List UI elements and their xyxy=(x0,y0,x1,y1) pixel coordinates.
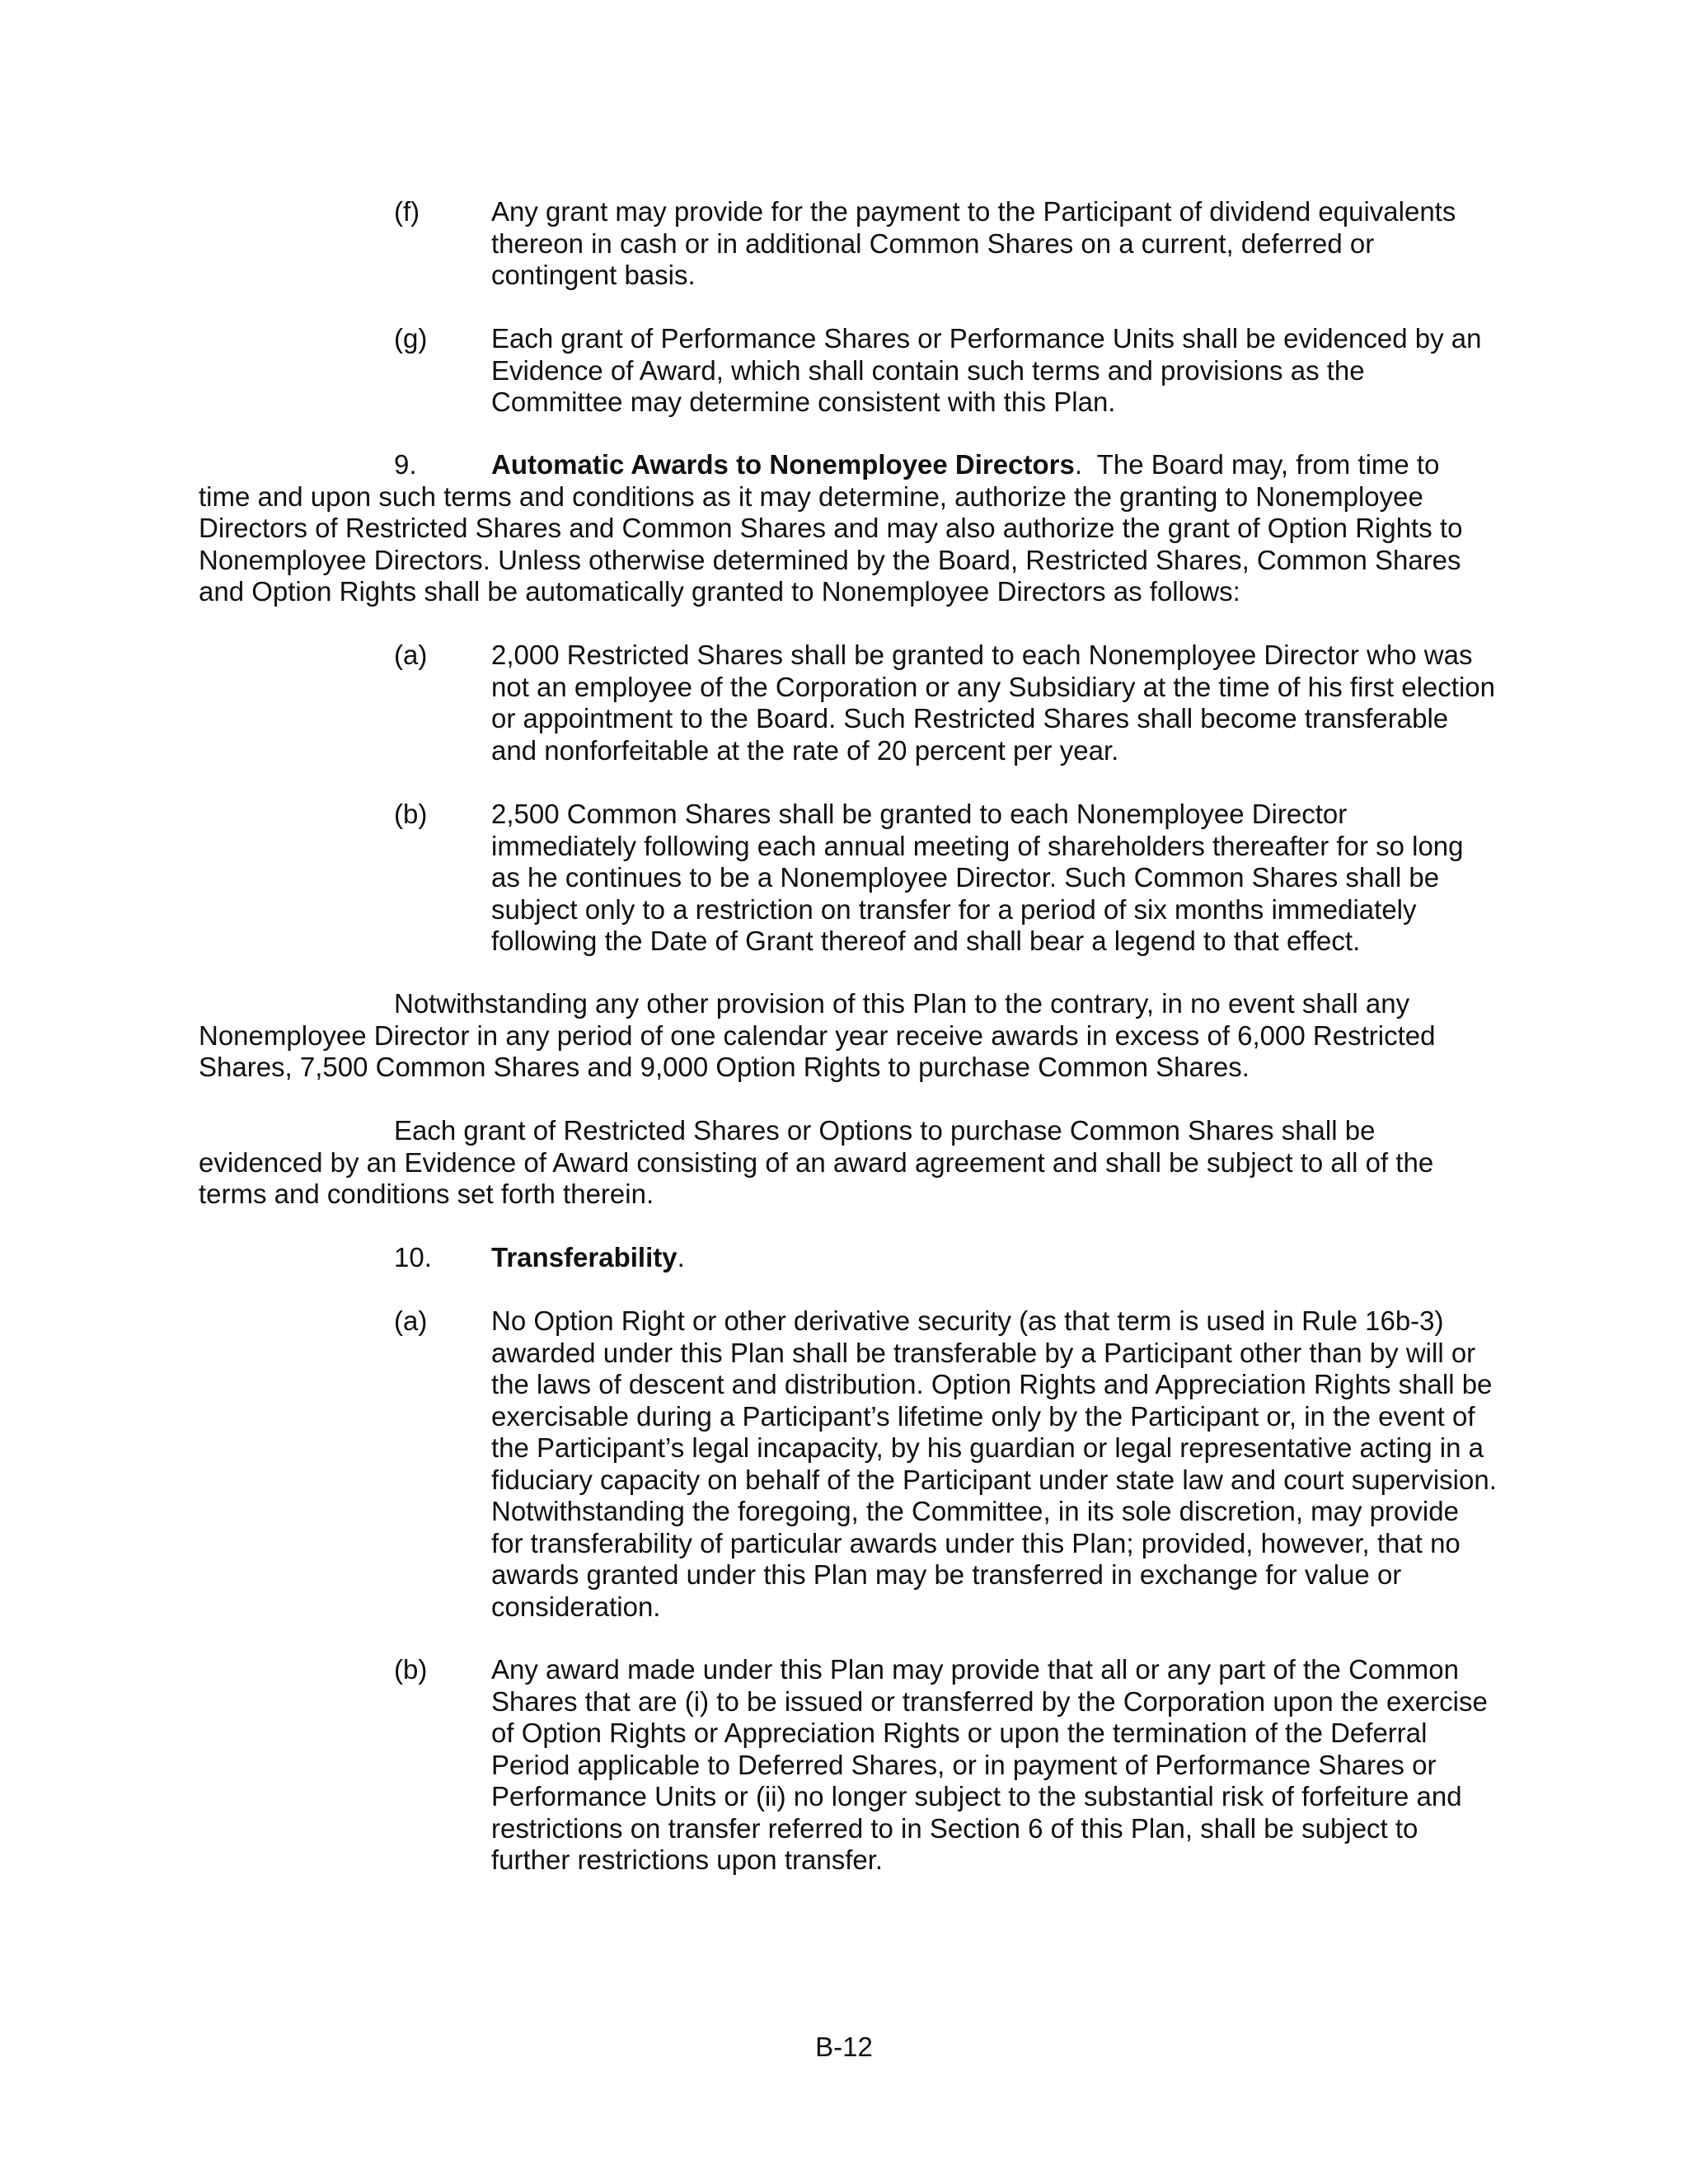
clause-marker: (b) xyxy=(394,1654,428,1685)
section-title: Transferability xyxy=(491,1242,678,1272)
clause-marker: (b) xyxy=(394,799,428,829)
section-9-intro: 9. Automatic Awards to Nonemployee Directors. The Board may, from time to time and upon such terms and conditions as it may determine, authorize the granting to Nonemployee Directors of Restricted Shares and Common Shares and may also authorize the grant of Option Rights to Nonemployee Directors. Unless otherwise determined by the Board, Restricted Shares, Common Shares and Option Rights shall be automatically granted to Nonemployee Directors as follows: xyxy=(199,449,1463,607)
clause-9a xyxy=(394,640,1498,766)
evidence-paragraph xyxy=(199,1115,1493,1211)
section-number: 10. xyxy=(394,1242,432,1272)
clause-text: Each grant of Performance Shares or Performance Units shall be evidenced by an Evidence of Award, which shall contain such terms and provisions as the Committee may determine consistent with this Plan. xyxy=(491,323,1482,417)
clause-8f xyxy=(394,196,1498,292)
clause-marker: (f) xyxy=(394,196,420,227)
clause-text: Any award made under this Plan may provide that all or any part of the Common Shares that are (i) to be issued or transferred by the Corporation upon the exercise of Option Rights or Appreciation Rights or upon the termination of the Deferral Period applicable to Deferred Shares, or in payment of Performance Shares or Performance Units or (ii) no longer subject to the substantial risk of forfeiture and restrictions on transfer referred to in Section 6 of this Plan, shall be subject to further restrictions upon transfer. xyxy=(491,1654,1488,1875)
clause-9b xyxy=(394,799,1498,958)
clause-10a xyxy=(394,1305,1498,1623)
clause-text: No Option Right or other derivative security (as that term is used in Rule 16b-3) awarded under this Plan shall be transferable by a Participant other than by will or the laws of descent and distribution. Option Rights and Appreciation Rights shall be exercisable during a Participant’s lifetime only by the Participant or, in the event of the Participant’s legal incapacity, by his guardian or legal representative acting in a fiduciary capacity on behalf of the Participant under state law and court supervision. Notwithstanding the foregoing, the Committee, in its sole discretion, may provide for transferability of particular awards under this Plan; provided, however, that no awards granted under this Plan may be transferred in exchange for value or consideration. xyxy=(491,1305,1497,1622)
clause-text: 2,000 Restricted Shares shall be granted to each Nonemployee Director who was not an employee of the Corporation or any Subsidiary at the time of his first election or appointment to the Board. Such Restricted Shares shall become transferable and nonforfeitable at the rate of 20 percent per year. xyxy=(491,640,1495,766)
clause-text: 2,500 Common Shares shall be granted to each Nonemployee Director immediately following each annual meeting of shareholders thereafter for so long as he continues to be a Nonemployee Director. Such Common Shares shall be subject only to a restriction on transfer for a period of six months immediately following the Date of Grant thereof and shall bear a legend to that effect. xyxy=(491,799,1464,956)
notwithstanding-paragraph xyxy=(199,988,1493,1084)
clause-text: Any grant may provide for the payment to the Participant of dividend equivalents thereon in cash or in additional Common Shares on a current, deferred or contingent basis. xyxy=(491,196,1456,290)
section-number: 9. xyxy=(394,449,417,480)
clause-10b xyxy=(394,1654,1498,1877)
clause-8g xyxy=(394,323,1498,419)
section-body: The Board may, from time to time and upon such terms and conditions as it may determine, authorize the granting to Nonemployee Directors of Restricted Shares and Common Shares and may also authorize the grant of Option Rights to Nonemployee Directors. Unless otherwise determined by the Board, Restricted Shares, Common Shares and Option Rights shall be automatically granted to Nonemployee Directors as follows: xyxy=(199,449,1463,607)
page-number: B-12 xyxy=(815,2032,873,2062)
paragraph-text: Notwithstanding any other provision of this Plan to the contrary, in no event shall any Nonemployee Director in any period of one calendar year receive awards in excess of 6,000 Restricted Shares, 7,500 Common Shares and 9,000 Option Rights to purchase Common Shares. xyxy=(199,988,1436,1082)
clause-marker: (g) xyxy=(394,323,428,354)
section-10-heading: 10. Transferability. xyxy=(394,1242,685,1272)
clause-marker: (a) xyxy=(394,640,428,670)
paragraph-text: Each grant of Restricted Shares or Options to purchase Common Shares shall be evidenced by an Evidence of Award consisting of an award agreement and shall be subject to all of the terms and conditions set forth therein. xyxy=(199,1115,1434,1209)
section-title: Automatic Awards to Nonemployee Directors xyxy=(491,449,1075,480)
clause-marker: (a) xyxy=(394,1305,428,1336)
